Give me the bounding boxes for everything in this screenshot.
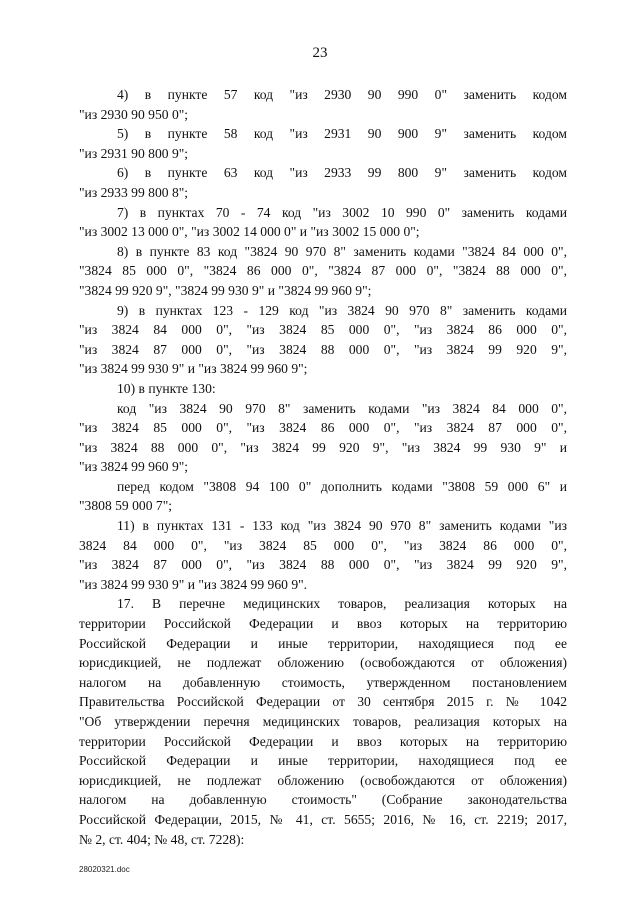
text-line: Правительства Российской Федерации от 30 сентября 2015 г. № 1042 xyxy=(79,694,567,710)
text-line: "из 3824 85 000 0", "из 3824 86 000 0", "из 3824 87 000 0", xyxy=(79,420,567,436)
text-line: 17. В перечне медицинских товаров, реализация которых на xyxy=(117,596,567,612)
text-line: Российской Федерации, 2015, № 41, ст. 5655; 2016, № 16, ст. 2219; 2017, xyxy=(79,811,567,827)
text-line: "из 3824 99 960 9"; xyxy=(79,459,189,475)
text-line: Российской Федерации и иные территории, находящиеся под ее xyxy=(79,753,567,769)
text-line: 5) в пункте 58 код "из 2931 90 900 9" заменить кодом xyxy=(117,126,567,142)
text-line: 7) в пунктах 70 - 74 код "из 3002 10 990 0" заменить кодами xyxy=(117,204,567,220)
text-line: "из 2933 99 800 8"; xyxy=(79,184,189,200)
text-line: Российской Федерации и иные территории, находящиеся под ее xyxy=(79,635,567,651)
text-line: перед кодом "3808 94 100 0" дополнить кодами "3808 59 000 6" и xyxy=(117,478,567,494)
text-line: "из 3824 87 000 0", "из 3824 88 000 0", "из 3824 99 920 9", xyxy=(79,341,567,357)
text-line: "3824 99 920 9", "3824 99 930 9" и "3824 99 960 9"; xyxy=(79,282,372,298)
text-line: 4) в пункте 57 код "из 2930 90 990 0" заменить кодом xyxy=(117,87,567,102)
page-number: 23 xyxy=(312,45,328,61)
text-line: юрисдикцией, не подлежат обложению (освобождаются от обложения) xyxy=(79,655,567,671)
text-line: 6) в пункте 63 код "из 2933 99 800 9" заменить кодом xyxy=(117,165,567,181)
text-line: "из 3824 99 930 9" и "из 3824 99 960 9". xyxy=(79,576,308,592)
text-line: территории Российской Федерации и ввоз которых на территорию xyxy=(79,733,567,749)
text-line: "из 3824 87 000 0", "из 3824 88 000 0", "из 3824 99 920 9", xyxy=(79,557,567,573)
text-line: "3808 59 000 7"; xyxy=(79,498,173,514)
document-body xyxy=(79,85,567,849)
text-line: "из 3824 99 930 9" и "из 3824 99 960 9"; xyxy=(79,361,308,377)
text-line: 3824 84 000 0", "из 3824 85 000 0", "из 3824 86 000 0", xyxy=(79,537,567,553)
text-line: "из 3824 84 000 0", "из 3824 85 000 0", "из 3824 86 000 0", xyxy=(79,322,567,338)
text-line: налогом на добавленную стоимость, утвержденном постановлением xyxy=(79,674,567,690)
text-line: "из 3824 88 000 0", "из 3824 99 920 9", "из 3824 99 930 9" и xyxy=(79,439,567,455)
text-line: "Об утверждении перечня медицинских товаров, реализация которых на xyxy=(79,714,567,729)
text-line: "из 2930 90 950 0"; xyxy=(79,106,189,122)
footer-filename: 28020321.doc xyxy=(79,865,130,874)
text-line: "3824 85 000 0", "3824 86 000 0", "3824 87 000 0", "3824 88 000 0", xyxy=(79,263,567,279)
text-line: "из 3002 13 000 0", "из 3002 14 000 0" и "из 3002 15 000 0"; xyxy=(79,224,420,240)
text-line: 10) в пункте 130: xyxy=(117,380,216,396)
text-line: территории Российской Федерации и ввоз которых на территорию xyxy=(79,616,567,632)
text-line: налогом на добавленную стоимость" (Собрание законодательства xyxy=(79,792,567,808)
text-line: код "из 3824 90 970 8" заменить кодами "из 3824 84 000 0", xyxy=(117,400,567,416)
text-line: 8) в пункте 83 код "3824 90 970 8" заменить кодами "3824 84 000 0", xyxy=(117,243,567,259)
text-line: юрисдикцией, не подлежат обложению (освобождаются от обложения) xyxy=(79,772,567,788)
text-line: "из 2931 90 800 9"; xyxy=(79,145,189,161)
text-line: № 2, ст. 404; № 48, ст. 7228): xyxy=(79,831,245,847)
text-line: 11) в пунктах 131 - 133 код "из 3824 90 970 8" заменить кодами "из xyxy=(117,518,567,534)
text-line: 9) в пунктах 123 - 129 код "из 3824 90 970 8" заменить кодами xyxy=(117,302,567,318)
